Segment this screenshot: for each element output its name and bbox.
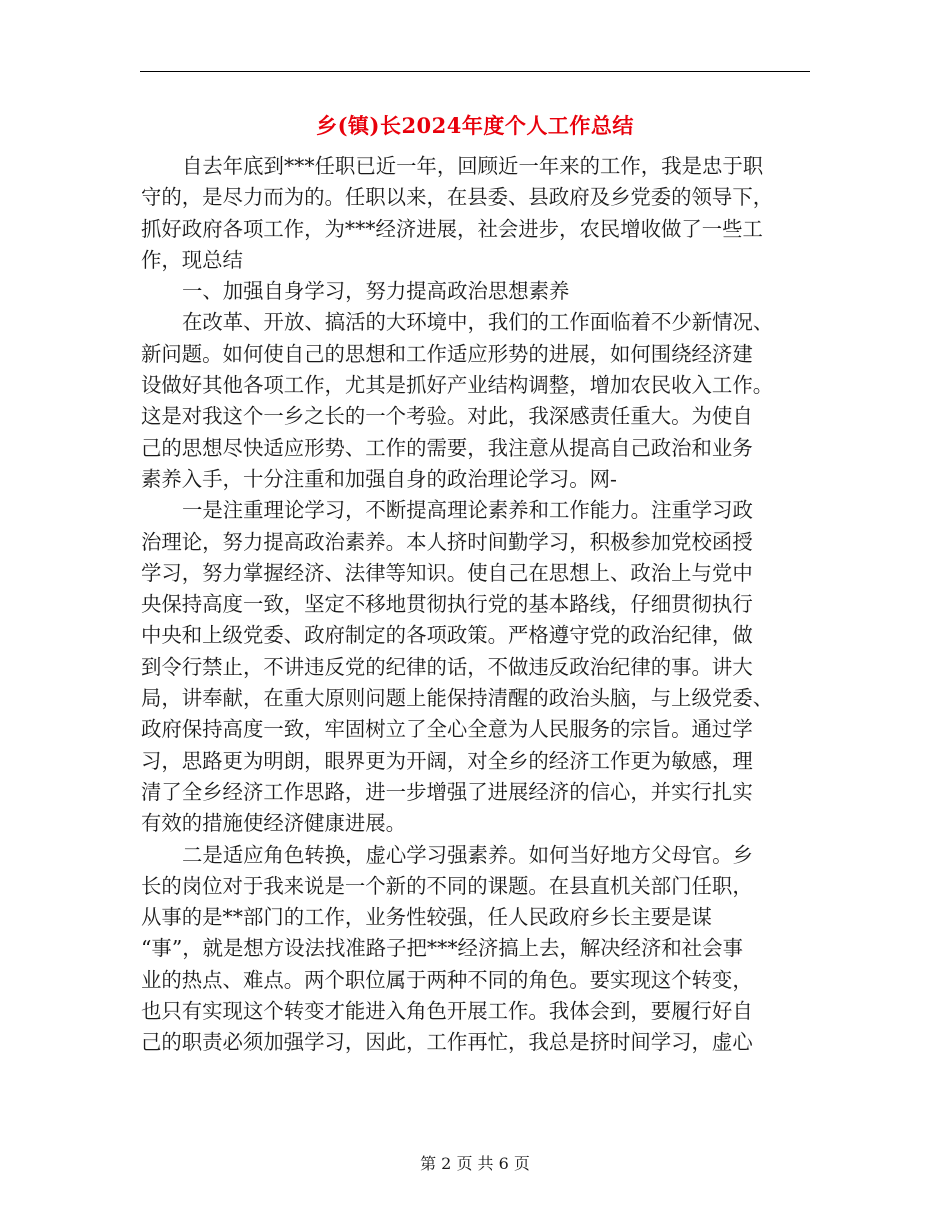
- body-line: 有效的措施使经济健康进展。: [141, 811, 407, 836]
- body-line: 中央和上级党委、政府制定的各项政策。严格遵守党的政治纪律，做: [141, 623, 753, 648]
- body-line: 也只有实现这个转变才能进入角色开展工作。我体会到，要履行好自: [141, 999, 753, 1024]
- body-line: 习，思路更为明朗，眼界更为开阔，对全乡的经济工作更为敏感，理: [141, 748, 753, 773]
- body-line: 在改革、开放、搞活的大环境中，我们的工作面临着不少新情况、: [182, 310, 774, 335]
- body-line: 这是对我这个一乡之长的一个考验。对此，我深感责任重大。为使自: [141, 404, 753, 429]
- body-line: 央保持高度一致，坚定不移地贯彻执行党的基本路线，仔细贯彻执行: [141, 592, 753, 617]
- body-line: 清了全乡经济工作思路，进一步增强了进展经济的信心，并实行扎实: [141, 779, 753, 804]
- body-line: 政府保持高度一致，牢固树立了全心全意为人民服务的宗旨。通过学: [141, 717, 753, 742]
- body-line: 作，现总结: [141, 247, 243, 272]
- body-line: 素养入手，十分注重和加强自身的政治理论学习。网-: [141, 466, 617, 491]
- body-line: 自去年底到***任职已近一年，回顾近一年来的工作，我是忠于职: [182, 154, 764, 178]
- body-line: 治理论，努力提高政治素养。本人挤时间勤学习，积极参加党校函授: [141, 529, 753, 554]
- body-line: 业的热点、难点。两个职位属于两种不同的角色。要实现这个转变，: [141, 967, 753, 992]
- body-line: 到令行禁止，不讲违反党的纪律的话，不做违反政治纪律的事。讲大: [141, 654, 753, 679]
- body-line: 局，讲奉献，在重大原则问题上能保持清醒的政治头脑，与上级党委、: [141, 686, 774, 711]
- body-line: 守的，是尽力而为的。任职以来，在县委、县政府及乡党委的领导下，: [141, 185, 774, 210]
- header-rule: [140, 71, 810, 72]
- body-line: 长的岗位对于我来说是一个新的不同的课题。在县直机关部门任职，: [141, 873, 753, 898]
- body-line: 二是适应角色转换，虚心学习强素养。如何当好地方父母官。乡: [182, 842, 753, 867]
- body-line: 抓好政府各项工作，为***经济进展，社会进步，农民增收做了一些工: [141, 216, 763, 241]
- body-line: 学习，努力掌握经济、法律等知识。使自己在思想上、政治上与党中: [141, 560, 753, 585]
- body-line: 己的职责必须加强学习，因此，工作再忙，我总是挤时间学习，虚心: [141, 1030, 753, 1055]
- body-line: 一是注重理论学习，不断提高理论素养和工作能力。注重学习政: [182, 498, 753, 523]
- body-line: 新问题。如何使自己的思想和工作适应形势的进展，如何围绕经济建: [141, 341, 753, 366]
- document-title: 乡(镇)长2024年度个人工作总结: [316, 113, 634, 138]
- page-footer: 第 2 页 共 6 页: [420, 1154, 530, 1173]
- body-line: 设做好其他各项工作，尤其是抓好产业结构调整，增加农民收入工作。: [141, 373, 774, 398]
- body-line: 己的思想尽快适应形势、工作的需要，我注意从提高自己政治和业务: [141, 435, 753, 460]
- body-line: 从事的是**部门的工作，业务性较强，任人民政府乡长主要是谋: [141, 905, 712, 930]
- body-line: 一、加强自身学习，努力提高政治思想素养: [182, 279, 570, 304]
- body-line: “事”，就是想方设法找准路子把***经济搞上去，解决经济和社会事: [141, 936, 743, 961]
- document-body: [141, 151, 811, 1059]
